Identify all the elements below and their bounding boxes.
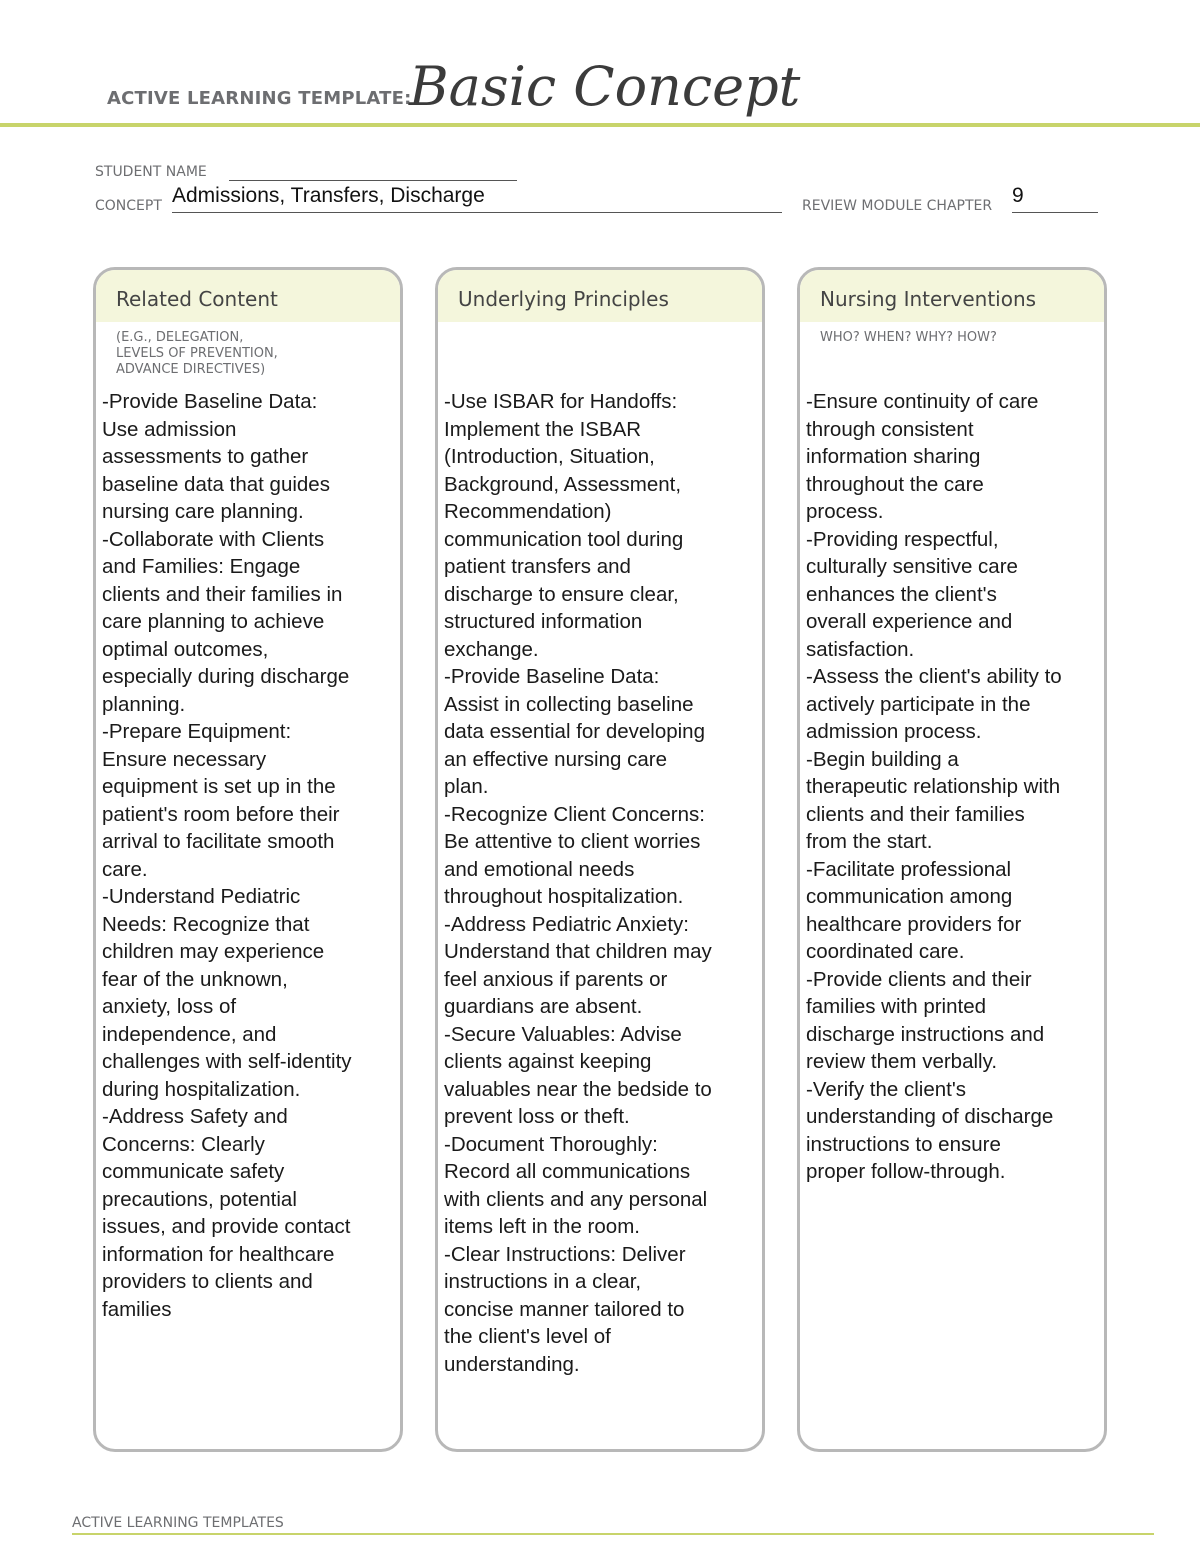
nursing-interventions-text[interactable]: -Ensure continuity of care through consistent information sharing throughout the care process. -Providing respectful, culturally sensitive care enhances the client's overall experience and satisfaction. -Assess the client's ability to actively participate in the admission process. -Begin building a therapeutic relationship with clients and their families from the start. -Facilitate professional communication among healthcare providers for coordinated care. -Provide clients and their families with printed discharge instructions and review them verbally. -Verify the client's understanding of discharge instructions to ensure proper follow-through. — [806, 390, 1062, 1183]
related-content-title: Related Content — [96, 270, 400, 322]
student-name-label: STUDENT NAME — [95, 164, 207, 180]
related-content-subtitle: (E.G., DELEGATION, LEVELS OF PREVENTION, ADVANCE DIRECTIVES) — [116, 330, 278, 377]
related-content-text[interactable]: -Provide Baseline Data: Use admission assessments to gather baseline data that guides nursing care planning. -Collaborate with Clients and Families: Engage clients and their families in care planning to achieve optimal outcomes, especially during discharge planning. -Prepare Equipment: Ensure necessary equipment is set up in the patient's room before their arrival to facilitate smooth care. -Understand Pediatric Needs: Recognize that children may experience fear of the unknown, anxiety, loss of independence, and challenges with self-identity during hospitalization. -Address Safety and Concerns: Clearly communicate safety precautions, potential issues, and provide contact information for healthcare providers to clients and families — [102, 390, 352, 1321]
header-divider — [0, 123, 1200, 127]
review-module-chapter-label: REVIEW MODULE CHAPTER — [802, 198, 993, 214]
nursing-interventions-title: Nursing Interventions — [800, 270, 1104, 322]
underlying-principles-title: Underlying Principles — [438, 270, 762, 322]
underlying-principles-panel — [435, 267, 765, 1452]
nursing-interventions-panel — [797, 267, 1107, 1452]
nursing-interventions-subtitle: WHO? WHEN? WHY? HOW? — [820, 330, 997, 345]
review-module-chapter-value[interactable]: 9 — [1012, 184, 1024, 207]
footer-divider — [72, 1533, 1154, 1535]
concept-label: CONCEPT — [95, 198, 162, 214]
concept-field-line — [172, 212, 782, 213]
template-label: ACTIVE LEARNING TEMPLATE: — [107, 88, 412, 109]
page-title: Basic Concept — [409, 55, 801, 118]
footer-text: ACTIVE LEARNING TEMPLATES — [72, 1515, 284, 1531]
underlying-principles-text[interactable]: -Use ISBAR for Handoffs: Implement the ISBAR (Introduction, Situation, Background, Assessment, Recommendation) communication tool during patient transfers and discharge to ensure clear, structured information exchange. -Provide Baseline Data: Assist in collecting baseline data essential for developing an effective nursing care plan. -Recognize Client Concerns: Be attentive to client worries and emotional needs throughout hospitalization. -Address Pediatric Anxiety: Understand that children may feel anxious if parents or guardians are absent. -Secure Valuables: Advise clients against keeping valuables near the bedside to prevent loss or theft. -Document Thoroughly: Record all communications with clients and any personal items left in the room. -Clear Instructions: Deliver instructions in a clear, concise manner tailored to the client's level of understanding. — [444, 390, 712, 1376]
student-name-field[interactable] — [229, 180, 517, 181]
related-content-panel — [93, 267, 403, 1452]
concept-value[interactable]: Admissions, Transfers, Discharge — [172, 184, 485, 207]
review-field-line — [1012, 212, 1098, 213]
